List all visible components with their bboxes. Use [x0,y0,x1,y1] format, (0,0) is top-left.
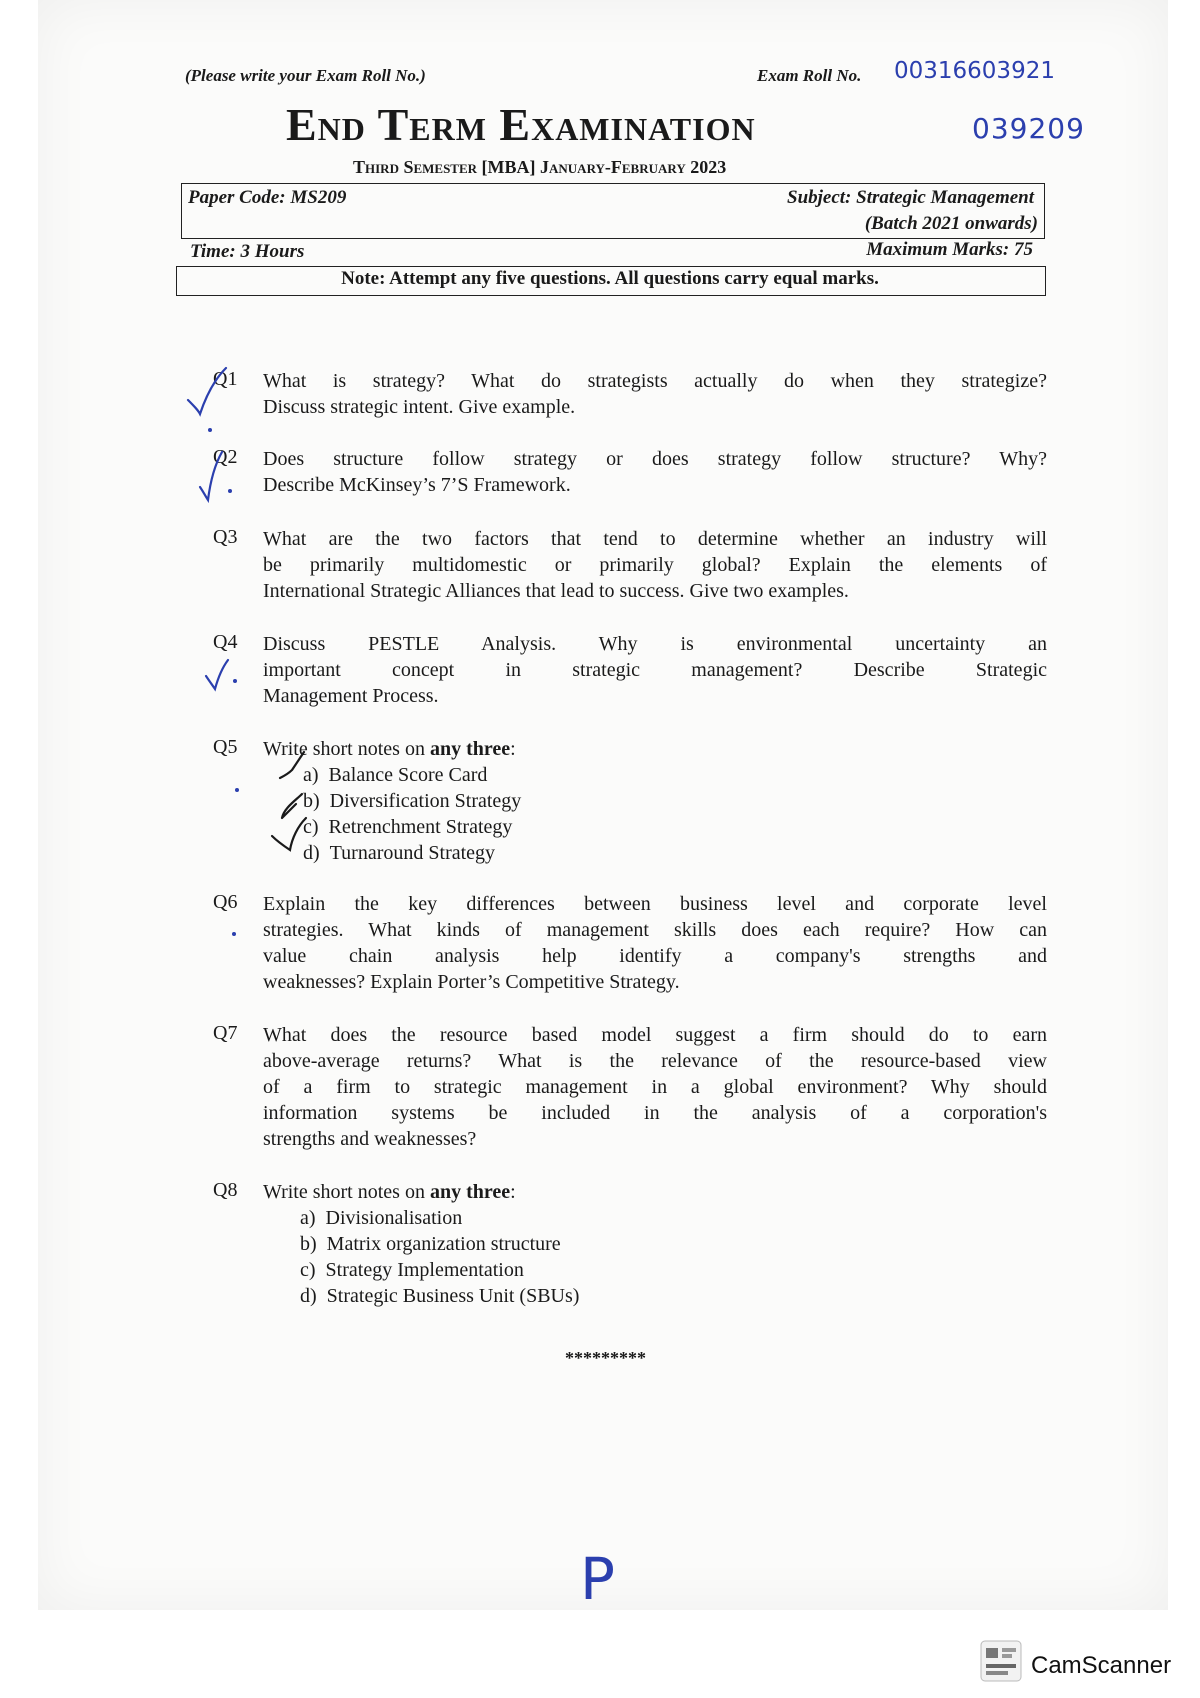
question-number: Q1 [213,368,238,390]
item-letter: b) [303,790,320,812]
question-text [263,631,1047,709]
item-text: Balance Score Card [328,764,488,786]
question-line: Describe McKinsey’s 7’S Framework. [263,474,571,496]
list-item [303,788,521,814]
item-text: Divisionalisation [325,1207,463,1229]
q5-items [303,762,521,866]
handwritten-roll-number: 00316603921 [894,58,1055,84]
handwritten-code: 039209 [972,112,1085,145]
intro-colon: : [510,1181,516,1203]
exam-title: End Term Examination [286,99,756,150]
question-line: What are the two factors that tend to determine whether an industry will [263,528,1047,550]
question-line: value chain analysis help identify a company's strengths and [263,945,1047,967]
subject: Subject: Strategic Management [787,187,1034,208]
item-text: Strategy Implementation [325,1259,524,1281]
question-line: Discuss strategic intent. Give example. [263,396,576,418]
item-letter: d) [300,1285,317,1307]
question-number: Q6 [213,891,238,913]
question-number: Q8 [213,1179,238,1201]
exam-subtitle: Third Semester [MBA] January-February 2023 [353,157,727,177]
item-text: Strategic Business Unit (SBUs) [326,1285,580,1307]
end-marker: ********* [565,1348,646,1368]
intro-text: Write short notes on [263,738,430,760]
list-item [300,1205,579,1231]
question-line: What does the resource based model suggest a firm should do to earn [263,1024,1047,1046]
item-text: Matrix organization structure [326,1233,561,1255]
item-text: Diversification Strategy [329,790,522,812]
question-number: Q7 [213,1022,238,1044]
item-text: Retrenchment Strategy [328,816,513,838]
question-number: Q3 [213,526,238,548]
roll-number-label: Exam Roll No. [757,66,862,85]
question-line: strengths and weaknesses? [263,1128,477,1150]
item-letter: b) [300,1233,317,1255]
paper-code: Paper Code: MS209 [188,187,347,208]
question-line: International Strategic Alliances that lead to success. Give two examples. [263,580,849,602]
intro-text: Write short notes on [263,1181,430,1203]
question-line: Does structure follow strategy or does strategy follow structure? Why? [263,448,1047,470]
intro-emphasis: any three [429,738,511,760]
list-item [303,840,521,866]
item-letter: d) [303,842,320,864]
exam-time: Time: 3 Hours [190,241,305,262]
question-line: weaknesses? Explain Porter’s Competitive Strategy. [263,971,680,993]
question-number: Q5 [213,736,238,758]
item-text: Turnaround Strategy [329,842,496,864]
question-text [263,446,1047,498]
q8-items [300,1205,579,1309]
list-item [300,1257,579,1283]
camscanner-watermark: CamScanner [1031,1652,1172,1679]
handwritten-p: P [580,1545,615,1613]
question-number: Q2 [213,446,238,468]
intro-colon: : [510,738,516,760]
question-line: important concept in strategic management? Describe Strategic [263,659,1047,681]
question-line: of a firm to strategic management in a global environment? Why should [263,1076,1047,1098]
question-text [263,891,1047,995]
maximum-marks: Maximum Marks: 75 [866,239,1033,260]
roll-number-instruction: (Please write your Exam Roll No.) [185,66,426,85]
question-line: information systems be included in the analysis of a corporation's [263,1102,1047,1124]
question-line: Explain the key differences between business level and corporate level [263,893,1047,915]
question-line: above-average returns? What is the relevance of the resource-based view [263,1050,1047,1072]
intro-emphasis: any three [429,1181,511,1203]
question-number: Q4 [213,631,238,653]
question-line: Discuss PESTLE Analysis. Why is environmental uncertainty an [263,633,1047,655]
question-text [263,526,1047,604]
item-letter: c) [300,1259,316,1281]
question-line: What is strategy? What do strategists actually do when they strategize? [263,370,1047,392]
question-line: strategies. What kinds of management skills does each require? How can [263,919,1047,941]
item-letter: a) [300,1207,316,1229]
list-item [303,762,521,788]
question-line: Management Process. [263,685,439,707]
list-item [303,814,521,840]
question-text [263,1022,1047,1152]
question-intro [263,736,1047,762]
question-text [263,368,1047,420]
item-letter: c) [303,816,319,838]
list-item [300,1283,579,1309]
exam-note: Note: Attempt any five questions. All questions carry equal marks. [341,268,879,289]
question-line: be primarily multidomestic or primarily global? Explain the elements of [263,554,1047,576]
list-item [300,1231,579,1257]
camscanner-logo-icon [980,1640,1022,1682]
item-letter: a) [303,764,319,786]
batch: (Batch 2021 onwards) [864,213,1038,234]
question-intro [263,1179,1047,1205]
